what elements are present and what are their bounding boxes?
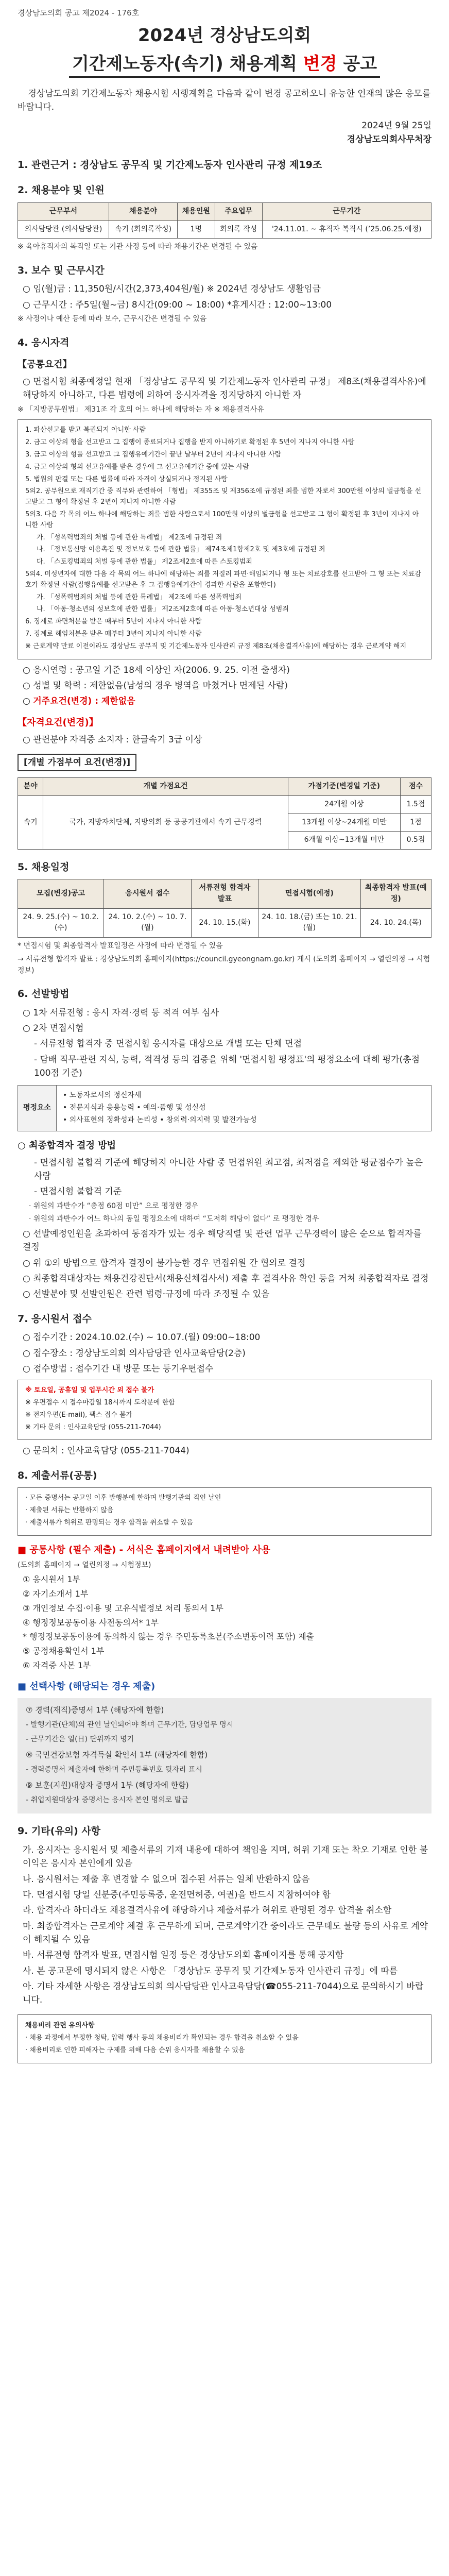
table-row: 24. 9. 25.(수) ~ 10.2.(수) 24. 10. 2.(수) ~ 10. 7.(월) 24. 10. 15.(화) 24. 10. 18.(금) 또는 10. 21.(월) 24. 10. 24.(목) [18, 908, 431, 937]
section-schedule: 5. 채용일정 [18, 861, 70, 873]
section-eligibility: 4. 응시자격 [18, 336, 70, 348]
pref-table: 분야 개별 가점요건 가점기준(변경일 기준) 점수 속기 국가, 지방자치단체, 지방의회 등 공공기관에서 속기 근무경력 24개월 이상 1.5점 13개월 이상~24개월 미만 1점 6개월 이상~13개월 미만 0.5점 [18, 777, 431, 850]
application-period: ○ 접수기간 : 2024.10.02.(수) ~ 10.07.(월) 09:00~18:00 [23, 1332, 261, 1343]
eval-box: 평정요소 • 노동자로서의 정신자세 • 전문지식과 응용능력 • 예의·품행 및 성실성 • 의사표현의 정확성과 논리성 • 창의력·의지력 및 발전가능성 [18, 1085, 431, 1131]
select-docs-box: ⑦ 경력(재직)증명서 1부 (해당자에 한함) - 발행기관(단체)의 관인 날인되어야 하며 근무기간, 담당업무 명시 - 근무기간은 일(日) 단위까지 명기 ⑧ 국민건강보험 자격득실 확인서 1부 (해당자에 한함) - 경력증명서 제출자에 한하며 주민등록번호 뒷자리 표시 ⑨ 보훈(지원)대상자 증명서 1부 (해당자에 한함) - 취업지원대상자 증명서는 응시자 본인 명의로 발급 [18, 1698, 431, 1814]
schedule-table: 모집(변경)공고 응시원서 접수 서류전형 합격자 발표 면접시험(예정) 최종합격자 발표(예정) 24. 9. 25.(수) ~ 10.2.(수) 24. 10. 2.(수) ~ 10. 7.(월) 24. 10. 15.(화) 24. 10. 18.(금) 또는 10. 21.(월) 24. 10. 24.(목) [18, 879, 431, 938]
pref-label: [개별 가점부여 요건(변경)] [18, 754, 136, 771]
section-misc: 9. 기타(유의) 사항 [18, 1825, 101, 1837]
section-selection: 6. 선발방법 [18, 988, 70, 1000]
application-method: ○ 접수방법 : 접수기간 내 방문 또는 등기우편접수 [23, 1363, 214, 1374]
eligibility-c1-note: ※ 「지방공무원법」 제31조 각 호의 어느 하나에 해당하는 자 ※ 채용결격사유 [18, 405, 264, 414]
selection-p1: ○ 1차 서류전형 : 응시 자격·경력 등 적격 여부 심사 [23, 1007, 219, 1018]
common-docs-label: ■ 공통사항 (필수 제출) - 서식은 홈페이지에서 내려받아 사용 [18, 1544, 270, 1555]
signature: 경상남도의회사무처장 [347, 134, 431, 145]
eligibility-age: ○ 응시연령 : 공고일 기준 18세 이상인 자(2006. 9. 25. 이전 출생자) [23, 665, 290, 675]
table-row: 속기 국가, 지방자치단체, 지방의회 등 공공기관에서 속기 근무경력 24개월 이상 1.5점 [18, 795, 431, 814]
section-pay: 3. 보수 및 근무시간 [18, 264, 105, 276]
table-row: 6개월 이상~13개월 미만 0.5점 [18, 832, 431, 850]
eligibility-c1: ○ 면접시험 최종예정일 현재 「경상남도 공무직 및 기간제노동자 인사관리 규정」 제8조(채용결격사유)에 해당하지 아니하고, 다른 법령에 의하여 응시자격을 정지당하지 아니한 자 [23, 377, 426, 401]
selection-p2: ○ 2차 면접시험 [23, 1023, 84, 1033]
select-docs-label: ■ 선택사항 (해당되는 경우 제출) [18, 1681, 156, 1692]
selection-p2b: - 담배 직무·관련 지식, 능력, 적격성 등의 검증을 위해 '면접시험 평정표'의 평정요소에 대해 평가(총점 100점 기준) [34, 1054, 420, 1079]
section-documents: 8. 제출서류(공통) [18, 1469, 97, 1481]
integrity-box: 채용비리 관련 유의사항 · 채용 과정에서 부정한 청탁, 압력 행사 등의 채용비리가 확인되는 경우 합격을 취소할 수 있음 · 채용비리로 인한 피해자는 구제를 위해 다음 순위 응시자를 채용할 수 있음 [18, 2014, 431, 2063]
notice-number: 경상남도의회 공고 제2024 - 176호 [18, 8, 140, 18]
eligibility-residence: ○ 거주요건(변경) : 제한없음 [23, 696, 135, 707]
documents-box: · 모든 증명서는 공고일 이후 발행분에 한하며 발행기관의 직인 날인 · 제출된 서류는 반환하지 않음 · 제출서류가 허위로 판명되는 경우 합격을 취소할 수 있음 [18, 1487, 431, 1535]
application-notes-box: ※ 토요일, 공휴일 및 업무시간 외 접수 불가 ※ 우편접수 시 접수마감일 18시까지 도착분에 한함 ※ 전자우편(E-mail), 팩스 접수 불가 ※ 기타 문의 : 인사교육담당 (055-211-7044) [18, 1380, 431, 1440]
notice-date: 2024년 9월 25일 [361, 121, 431, 131]
final-heading: ○ 최종합격자 결정 방법 [18, 1140, 116, 1151]
recruit-note: ※ 육아휴직자의 복직일 또는 기관 사정 등에 따라 채용기간은 변경될 수 있음 [18, 243, 258, 251]
disqualification-box: 1. 파산선고를 받고 복권되지 아니한 사람 2. 금고 이상의 형을 선고받고 그 집행이 종료되거나 집행을 받지 아니하기로 확정된 후 5년이 지나지 아니한 사람 3. 금고 이상의 형을 선고받고 그 집행유예기간이 끝난 날부터 2년이 지나지 아니한 사람 4. 금고 이상의 형의 선고유예를 받은 경우에 그 선고유예기간 중에 있는 사람 5. 법원의 판결 또는 다른 법률에 따라 자격이 상실되거나 정지된 사람 5의2. 공무원으로 재직기간 중 직무와 관련하여 「형법」 제355조 및 제356조에 규정된 죄를 범한 자로서 300만원 이상의 벌금형을 선고받고 그 형이 확정된 후 2년이 지나지 아니한 사람 5의3. 다음 각 목의 어느 하나에 해당하는 죄를 범한 사람으로서 100만원 이상의 벌금형을 선고받고 그 형이 확정된 후 3년이 지나지 아니한 사람 가. 「성폭력범죄의 처벌 등에 관한 특례법」 제2조에 규정된 죄 나. 「정보통신망 이용촉진 및 정보보호 등에 관한 법률」 제74조제1항제2호 및 제3호에 규정된 죄 다. 「스토킹범죄의 처벌 등에 관한 법률」 제2조제2호에 따른 스토킹범죄 5의4. 미성년자에 대한 다음 각 목의 어느 하나에 해당하는 죄를 저질러 파면·해임되거나 형 또는 치료감호를 선고받아 그 형 또는 치료감호가 확정된 사람(집행유예를 선고받은 후 그 집행유예기간이 경과한 사람을 포함한다) 가. 「성폭력범죄의 처벌 등에 관한 특례법」 제2조에 따른 성폭력범죄 나. 「아동·청소년의 성보호에 관한 법률」 제2조제2호에 따른 아동·청소년대상 성범죄 6. 징계로 파면처분을 받은 때부터 5년이 지나지 아니한 사람 7. 징계로 해임처분을 받은 때부터 3년이 지나지 아니한 사람 ※ 근로계약 만료 이전이라도 경상남도 공무직 및 기간제노동자 인사관리 규정 제8조(채용결격사유)에 해당하는 경우 근로계약 해지 [18, 419, 431, 659]
table-row: 13개월 이상~24개월 미만 1점 [18, 814, 431, 832]
hours-text: ○ 근무시간 : 주5일(월~금) 8시간(09:00 ~ 18:00) *휴게시간 : 12:00~13:00 [23, 299, 332, 310]
selection-p2a: - 서류전형 합격자 중 면접시험 응시자를 대상으로 개별 또는 단체 면접 [34, 1039, 302, 1049]
application-contact: ○ 문의처 : 인사교육담당 (055-211-7044) [23, 1446, 189, 1456]
recruit-table: 근무부서 채용분야 채용인원 주요업무 근무기간 의사담당관 (의사담당관) 속기 (회의록작성) 1명 회의록 작성 '24.11.01. ~ 휴직자 복직시 (’25.06.25.예정) [18, 202, 431, 239]
table-row: 의사담당관 (의사담당관) 속기 (회의록작성) 1명 회의록 작성 '24.11.01. ~ 휴직자 복직시 (’25.06.25.예정) [18, 221, 431, 239]
notice-page: 경상남도의회 공고 제2024 - 176호 2024년 경상남도의회 기간제노동자(속기) 채용계획 변경 공고 경상남도의회 기간제노동자 채용시험 시행계획을 다음과 같이 변경 공고하오니 유능한 인재의 많은 응모를 바랍니다. 2024년 9월 25일 경상남도의회사무처장 1. 관련근거 : 경상남도 공무직 및 기간제노동자 인사관리 규정 제19조 2. 채용분야 및 인원 근무부서 채용분야 채용인원 주요업무 근무기간 의사담당관 (의사담당관) 속기 (회의록작성) 1명 회의록 작성 '24.11.01. ~ 휴직자 복직시 (’25.06.25.예정) ※ 육아휴직자의 복직일 또는 기관 사정 등에 따라 채용기간은 변경될 수 있음 3. 보수 및 근무시간 ○ 임(월)금 : 11,350원/시간(2,373,404원/월) ※ 2024년 경상남도 생활임금 ○ 근무시간 : 주5일(월~금) 8시간(09:00 ~ 18:00) *휴게시간 : 12:00~13:00 ※ 사정이나 예산 등에 따라 보수, 근무시간은 변경될 수 있음 4. 응시자격 【공통요건】 ○ 면접시험 최종예정일 현재 「경상남도 공무직 및 기간제노동자 인사관리 규정」 제8조(채용결격사유)에 해당하지 아니하고, 다른 법령에 의하여 응시자격을 정지당하지 아니한 자 ※ 「지방공무원법」 제31조 각 호의 어느 하나에 해당하는 자 ※ 채용결격사유 1. 파산선고를 받고 복권되지 아니한 사람 2. 금고 이상의 형을 선고받고 그 집행이 종료되거나 집행을 받지 아니하기로 확정된 후 5년이 지나지 아니한 사람 3. 금고 이상의 형을 선고받고 그 집행유예기간이 끝난 날부터 2년이 지나지 아니한 사람 4. 금고 이상의 형의 선고유예를 받은 경우에 그 선고유예기간 중에 있는 사람 5. 법원의 판결 또는 다른 법률에 따라 자격이 상실되거나 정지된 사람 5의2. 공무원으로 재직기간 중 직무와 관련하여 「형법」 제355조 및 제356조에 규정된 죄를 범한 자로서 300만원 이상의 벌금형을 선고받고 그 형이 확정된 후 2년이 지나지 아니한 사람 5의3. 다음 각 목의 어느 하나에 해당하는 죄를 범한 사람으로서 100만원 이상의 벌금형을 선고받고 그 형이 확정된 후 3년이 지나지 아니한 사람 가. 「성폭력범죄의 처벌 등에 관한 특례법」 제2조에 규정된 죄 나. 「정보통신망 이용촉진 및 정보보호 등에 관한 법률」 제74조제1항제2호 및 제3호에 규정된 죄 다. 「스토킹범죄의 처벌 등에 관한 법률」 제2조제2호에 따른 스토킹범죄 5의4. 미성년자에 대한 다음 각 목의 어느 하나에 해당하는 죄를 저질러 파면·해임되거나 형 또는 치료감호를 선고받아 그 형 또는 치료감호가 확정된 사람(집행유예를 선고받은 후 그 집행유예기간이 경과한 사람을 포함한다) 가. 「성폭력범죄의 처벌 등에 관한 특례법」 제2조에 따른 성폭력범죄 나. 「아동·청소년의 성보호에 관한 법률」 제2조제2호에 따른 아동·청소년대상 성범죄 6. 징계로 파면처분을 받은 때부터 5년이 지나지 아니한 사람 7. 징계로 해임처분을 받은 때부터 3년이 지나지 아니한 사람 ※ 근로계약 만료 이전이라도 경상남도 공무직 및 기간제노동자 인사관리 규정 제8조(채용결격사유)에 해당하는 경우 근로계약 해지 ○ 응시연령 : 공고일 기준 18세 이상인 자(2006. 9. 25. 이전 출생자) ○ 성별 및 학력 : 제한없음(남성의 경우 병역을 마쳤거나 면제된 사람) ○ 거주요건(변경) : 제한없음 【자격요건(변경)】 ○ 관련분야 자격증 소지자 : 한글속기 3급 이상 [개별 가점부여 요건(변경)] 분야 개별 가점요건 가점기준(변경일 기준) 점수 속기 국가, 지방자치단체, 지방의회 등 공공기관에서 속기 근무경력 24개월 이상 1.5점 13개월 이상~24개월 미만 1점 6개월 이상~13개월 미만 0.5점 5. 채용일정 모집(변경)공고 응시원서 접수 서류전형 합격자 발표 면접시험(예정) 최종합격자 발표(예정) 24. 9. 25.(수) ~ 10.2.(수) 24. 10. 2.(수) ~ 10. 7.(월) 24. 10. 15.(화) 24. 10. 18.(금) 또는 10. 21.(월) 24. 10. 24.(목) * 면접시험 및 최종합격자 발표일정은 사정에 따라 변경될 수 있음 → 서류전형 합격자 발표 : 경상남도의회 홈페이지(https://council.gyeongnam.go.kr) 게시 (도의회 홈페이지 → 열린의정 → 시험정보) 6. 선발방법 ○ 1차 서류전형 : 응시 자격·경력 등 적격 여부 심사 ○ 2차 면접시험 - 서류전형 합격자 중 면접시험 응시자를 대상으로 개별 또는 단체 면접 - 담배 직무·관련 지식, 능력, 적격성 등의 검증을 위해 '면접시험 평정표'의 평정요소에 대해 평가(총점 100점 기준) 평정요소 • 노동자로서의 정신자세 • 전문지식과 응용능력 • 예의·품행 및 성실성 • 의사표현의 정확성과 논리성 • 창의력·의지력 및 발전가능성 ○ 최종합격자 결정 방법 - 면접시험 불합격 기준에 해당하지 아니한 사람 중 면접위원 최고점, 최저점을 제외한 평균점수가 높은 사람 - 면접시험 불합격 기준 · 위원의 과반수가 “총점 60점 미만” 으로 평정한 경우 · 위원의 과반수가 어느 하나의 동일 평정요소에 대하여 “도저히 해당이 없다” 로 평정한 경우 ○ 선발예정인원을 초과하여 동점자가 있는 경우 해당직렬 및 관련 업무 근무경력이 많은 순으로 합격자를 결정 ○ 위 ①의 방법으로 합격자 결정이 불가능한 경우 면접위원 간 협의로 결정 ○ 최종합격대상자는 채용건강진단서(채용신체검사서) 제출 후 결격사유 확인 등을 거쳐 최종합격자로 결정 ○ 선발분야 및 선발인원은 관련 법령·규정에 따라 조정될 수 있음 7. 응시원서 접수 ○ 접수기간 : 2024.10.02.(수) ~ 10.07.(월) 09:00~18:00 ○ 접수장소 : 경상남도의회 의사담당관 인사교육담당(2층) ○ 접수방법 : 접수기간 내 방문 또는 등기우편접수 ※ 토요일, 공휴일 및 업무시간 외 접수 불가 ※ 우편접수 시 접수마감일 18시까지 도착분에 한함 ※ 전자우편(E-mail), 팩스 접수 불가 ※ 기타 문의 : 인사교육담당 (055-211-7044) ○ 문의처 : 인사교육담당 (055-211-7044) 8. 제출서류(공통) · 모든 증명서는 공고일 이후 발행분에 한하며 발행기관의 직인 날인 · 제출된 서류는 반환하지 않음 · 제출서류가 허위로 판명되는 경우 합격을 취소할 수 있음 ■ 공통사항 (필수 제출) - 서식은 홈페이지에서 내려받아 사용 (도의회 홈페이지 → 열린의정 → 시험정보) ① 응시원서 1부 ② 자기소개서 1부 ③ 개인정보 수집·이용 및 고유식별정보 처리 동의서 1부 ④ 행정정보공동이용 사전동의서* 1부 * 행정정보공동이용에 동의하지 않는 경우 주민등록초본(주소변동이력 포함) 제출 ⑤ 공정채용확인서 1부 ⑥ 자격증 사본 1부 ■ 선택사항 (해당되는 경우 제출) ⑦ 경력(재직)증명서 1부 (해당자에 한함) - 발행기관(단체)의 관인 날인되어야 하며 근무기간, 담당업무 명시 - 근무기간은 일(日) 단위까지 명기 ⑧ 국민건강보험 자격득실 확인서 1부 (해당자에 한함) - 경력증명서 제출자에 한하며 주민등록번호 뒷자리 표시 ⑨ 보훈(지원)대상자 증명서 1부 (해당자에 한함) - 취업지원대상자 증명서는 응시자 본인 명의로 발급 9. 기타(유의) 사항 가. 응시자는 응시원서 및 제출서류의 기재 내용에 대하여 책임을 지며, 허위 기재 또는 착오 기재로 인한 불이익은 응시자 본인에게 있음 나. 응시원서는 제출 후 변경할 수 없으며 접수된 서류는 일체 반환하지 않음 다. 면접시험 당일 신분증(주민등록증, 운전면허증, 여권)을 반드시 지참하여야 함 라. 합격자라 하더라도 채용결격사유에 해당하거나 제출서류가 허위로 판명된 경우 합격을 취소함 마. 최종합격자는 근로계약 체결 후 근무하게 되며, 근로계약기간 중이라도 근무태도 불량 등의 사유로 계약이 해지될 수 있음 바. 서류전형 합격자 발표, 면접시험 일정 등은 경상남도의회 홈페이지를 통해 공지함 사. 본 공고문에 명시되지 않은 사항은 「경상남도 공무직 및 기간제노동자 인사관리 규정」에 따름 아. 기타 자세한 사항은 경상남도의회 의사담당관 인사교육담당(☎055-211-7044)으로 문의하시기 바랍니다. 채용비리 관련 유의사항 · 채용 과정에서 부정한 청탁, 압력 행사 등의 채용비리가 확인되는 경우 합격을 취소할 수 있음 · 채용비리로 인한 피해자는 구제를 위해 다음 순위 응시자를 채용할 수 있음 [0, 0, 449, 2576]
qual-label: 【자격요건(변경)】 [18, 717, 98, 728]
page-subtitle: 기간제노동자(속기) 채용계획 변경 공고 [18, 50, 431, 78]
intro-text: 경상남도의회 기간제노동자 채용시험 시행계획을 다음과 같이 변경 공고하오니 유능한 인재의 많은 응모를 바랍니다. [18, 88, 431, 112]
common-label: 【공통요건】 [18, 359, 72, 370]
change-label: 변경 [303, 53, 337, 74]
section-recruit: 2. 채용분야 및 인원 [18, 184, 105, 196]
pay-text: ○ 임(월)금 : 11,350원/시간(2,373,404원/월) ※ 2024년 경상남도 생활임금 [23, 284, 321, 295]
pay-note: ※ 사정이나 예산 등에 따라 보수, 근무시간은 변경될 수 있음 [18, 315, 207, 324]
section-basis: 1. 관련근거 : 경상남도 공무직 및 기간제노동자 인사관리 규정 제19조 [18, 159, 322, 171]
application-place: ○ 접수장소 : 경상남도의회 의사담당관 인사교육담당(2층) [23, 1348, 246, 1359]
page-title: 2024년 경상남도의회 [137, 25, 312, 46]
eligibility-gender: ○ 성별 및 학력 : 제한없음(남성의 경우 병역을 마쳤거나 면제된 사람) [23, 680, 288, 691]
qual-text: ○ 관련분야 자격증 소지자 : 한글속기 3급 이상 [23, 734, 202, 745]
section-application: 7. 응시원서 접수 [18, 1313, 92, 1325]
common-docs-list: ① 응시원서 1부 ② 자기소개서 1부 ③ 개인정보 수집·이용 및 고유식별정보 처리 동의서 1부 ④ 행정정보공동이용 사전동의서* 1부 * 행정정보공동이용에 동의하지 않는 경우 주민등록초본(주소변동이력 포함) 제출 ⑤ 공정채용확인서 1부 ⑥ 자격증 사본 1부 [23, 1574, 315, 1670]
schedule-note-1: * 면접시험 및 최종합격자 발표일정은 사정에 따라 변경될 수 있음 [18, 942, 223, 951]
schedule-note-2: → 서류전형 합격자 발표 : 경상남도의회 홈페이지(https://council.gyeongnam.go.kr) 게시 (도의회 홈페이지 → 열린의정 → 시험정보) [18, 955, 430, 975]
